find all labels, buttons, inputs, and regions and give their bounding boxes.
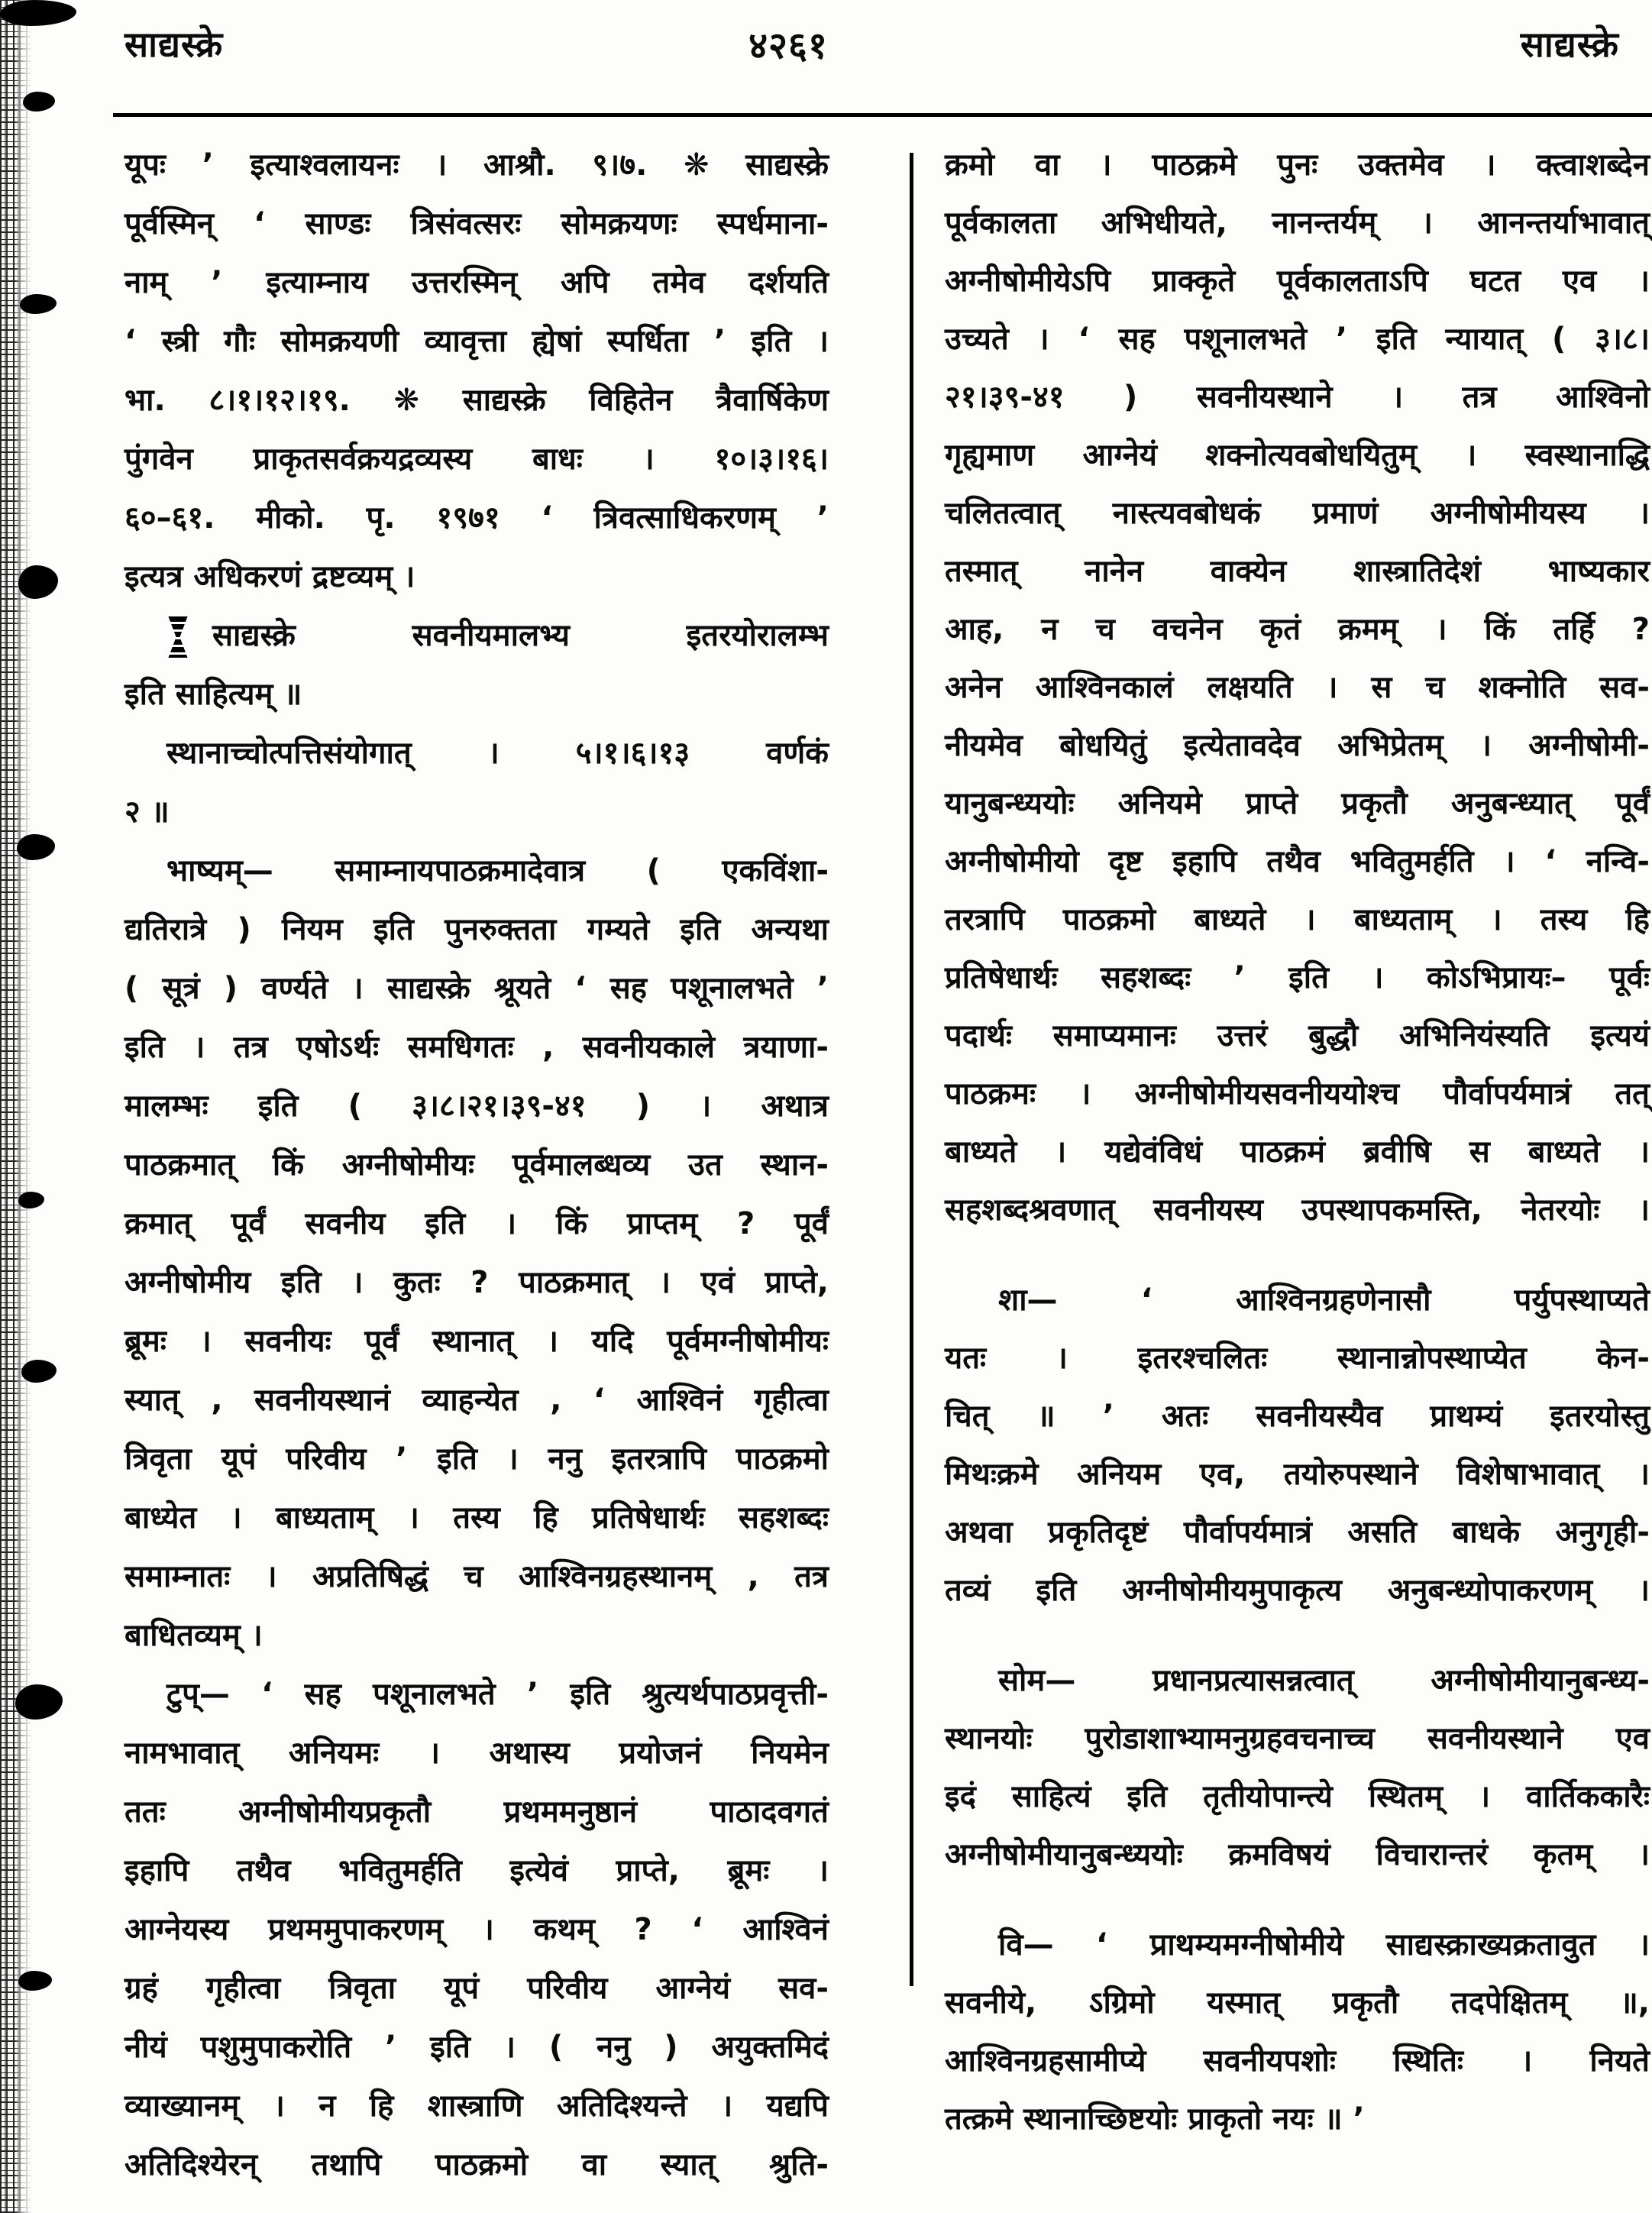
text-column-left [124,136,829,2195]
scan-artifact [18,1192,44,1208]
text-line: प्रतिषेधार्थः सहशब्दः ’ इति । कोऽभिप्रायः– पूर्वः [945,960,1650,995]
text-line: मालम्भः इति ( ३।८।२१।३९-४१ ) । अथात्र [124,1089,829,1124]
text-line: सहशब्दश्रवणात् सवनीयस्य उपस्थापकमस्ति, नेतरयोः । [945,1192,1650,1228]
text-line: समाम्नातः । अप्रतिषिद्धं च आश्विनग्रहस्थानम् , तत्र [124,1559,829,1594]
text-line: २१।३९-४१ ) सवनीयस्थाने । तत्र आश्विनो [945,380,1650,415]
scan-artifact [23,92,55,112]
text-line: इत्यत्र अधिकरणं द्रष्टव्यम् । [124,559,415,594]
scan-artifact [15,1684,63,1720]
text-line: अनेन आश्विनकालं लक्षयति । स च शक्नोति सव- [945,670,1650,705]
text-line: इति । तत्र एषोऽर्थः समधिगतः , सवनीयकाले त्रयाणा- [124,1030,829,1065]
text-line: चलितत्वात् नास्त्यवबोधकं प्रमाणं अग्नीषोमीयस्य । [945,496,1650,531]
text-line: त्रिवृता यूपं परिवीय ’ इति । ननु इतरत्रापि पाठक्रमो [124,1441,829,1477]
text-line: तस्मात् नानेन वाक्येन शास्त्रातिदेशं भाष्यकार [945,554,1650,589]
text-line: आह, न च वचनेन कृतं क्रमम् । किं तर्हि ? [945,612,1650,647]
text-line: क्रमो वा । पाठक्रमे पुनः उक्तमेव । क्त्वाशब्देन [945,147,1650,183]
text-line: नामभावात् अनियमः । अथास्य प्रयोजनं नियमेन [124,1736,829,1771]
text-line: स्थानयोः पुरोडाशाभ्यामनुग्रहवचनाच्च सवनीयस्थाने एव [945,1721,1650,1756]
text-line: अग्नीषोमीय इति । कुतः ? पाठक्रमात् । एवं प्राप्ते, [124,1265,829,1300]
scan-artifact [17,834,55,860]
text-line: तरत्रापि पाठक्रमो बाध्यते । बाध्यताम् । तस्य हि [945,902,1650,937]
text-line: अथवा प्रकृतिदृष्टं पौर्वापर्यमात्रं असति बाधके अनुगृही- [945,1515,1650,1550]
scan-artifact [20,294,57,314]
text-line: पूर्वस्मिन् ‘ साण्डः त्रिसंवत्सरः सोमक्रयणः स्पर्धमाना- [124,206,829,241]
text-line: २ ॥ [124,794,170,830]
text-line: भाष्यम्— समाम्नायपाठक्रमादेवात्र ( एकविंशा- [166,853,829,888]
text-line: इहापि तथैव भवितुमर्हति इत्येवं प्राप्ते, ब्रूमः । [124,1853,829,1888]
text-line: चित् ॥ ’ अतः सवनीयस्यैव प्राथम्यं इतरयोस्तु [945,1399,1650,1434]
scan-artifact [21,1360,57,1383]
text-line: ब्रूमः । सवनीयः पूर्वं स्थानात् । यदि पूर्वमग्नीषोमीयः [124,1324,829,1359]
text-line: स्यात् , सवनीयस्थानं व्याहन्येत , ‘ आश्विनं गृहीत्वा [124,1383,829,1418]
text-line: पुंगवेन प्राकृतसर्वक्रयद्रव्यस्य बाधः । १०।३।१६। [124,442,829,477]
text-line: अग्नीषोमीयेऽपि प्राक्कृते पूर्वकालताऽपि घटत एव । [945,264,1650,299]
scan-artifact [0,0,76,26]
text-line: गृह्यमाण आग्नेयं शक्नोत्यवबोधयितुम् । स्वस्थानाद्धि [945,438,1650,473]
text-line: व्याख्यानम् । न हि शास्त्राणि अतिदिश्यन्ते । यद्यपि [124,2088,829,2124]
text-line: शा— ‘ आश्विनग्रहणेनासौ पर्युपस्थाप्यते [998,1283,1650,1318]
scan-artifact [18,1971,52,1991]
text-line: वि— ‘ प्राथम्यमग्नीषोमीये साद्यस्क्राख्यक्रतावुत । [998,1927,1650,1962]
text-line: द्यतिरात्रे ) नियम इति पुनरुक्तता गम्यते इति अन्यथा [124,912,829,947]
text-line: इति साहित्यम् ॥ [124,677,302,712]
column-divider-rule [910,153,913,1986]
text-line: सोम— प्रधानप्रत्यासन्नत्वात् अग्नीषोमीयानुबन्ध्य- [998,1663,1650,1698]
text-line: ( सूत्रं ) वर्ण्यते । साद्यस्क्रे श्रूयते ‘ सह पशूनालभते ’ [124,971,829,1006]
text-line: ६०–६१. मीको. पृ. १९७१ ‘ त्रिवत्साधिकरणम् ’ [124,500,829,535]
text-line: यानुबन्ध्ययोः अनियमे प्राप्ते प्रकृतौ अनुबन्ध्यात् पूर्वं [945,786,1650,821]
text-line: बाध्यते । यद्येवंविधं पाठक्रमं ब्रवीषि स बाध्यते । [945,1134,1650,1170]
section-ornament-icon [166,616,189,658]
text-line: साद्यस्क्रे सवनीयमालभ्य इतरयोरालम्भ [124,607,829,665]
text-line: यतः । इतरश्चलितः स्थानान्नोपस्थाप्येत केन- [945,1341,1650,1376]
left-edge-scan-noise [0,0,32,2213]
scan-artifact [18,565,58,599]
page-number: ४२६१ [748,24,828,67]
text-line: तव्यं इति अग्नीषोमीयमुपाकृत्य अनुबन्ध्योपाकरणम् । [945,1573,1650,1608]
text-line: पदार्थः समाप्यमानः उत्तरं बुद्धौ अभिनियंस्यति इत्ययं [945,1018,1650,1053]
text-line: नीयमेव बोधयितुं इत्येतावदेव अभिप्रेतम् । अग्नीषोमी- [945,728,1650,763]
text-line: स्थानाच्चोत्पत्तिसंयोगात् । ५।१।६।१३ वर्णकं [166,736,829,771]
text-line: पाठक्रमात् किं अग्नीषोमीयः पूर्वमालब्धव्य उत स्थान- [124,1147,829,1183]
running-head-left: साद्यस्क्रे [124,24,224,65]
text-line: ‘ स्त्री गौः सोमक्रयणी व्यावृत्ता ह्येषां स्पर्धिता ’ इति । [124,324,829,359]
text-line: टुप्— ‘ सह पशूनालभते ’ इति श्रुत्यर्थपाठप्रवृत्ती- [166,1677,829,1712]
text-line: यूपः ’ इत्याश्वलायनः । आश्रौ. ९।७. ❋ साद्यस्क्रे [124,147,829,183]
text-line: सवनीये, ऽग्रिमो यस्मात् प्रकृतौ तदपेक्षितम् ॥, [945,1985,1650,2020]
text-line: पूर्वकालता अभिधीयते, नानन्तर्यम् । आनन्तर्याभावात् [945,205,1650,241]
text-line: ग्रहं गृहीत्वा त्रिवृता यूपं परिवीय आग्नेयं सव- [124,1971,829,2006]
text-column-right [945,136,1650,2148]
text-line: उच्यते । ‘ सह पशूनालभते ’ इति न्यायात् ( ३।८। [945,322,1650,357]
text-line: इदं साहित्यं इति तृतीयोपान्त्ये स्थितम् । वार्तिककारैः [945,1779,1650,1814]
text-line: मिथःक्रमे अनियम एव, तयोरुपस्थाने विशेषाभावात् । [945,1457,1650,1492]
text-line: बाधितव्यम् । [124,1618,263,1653]
text-line: ततः अग्नीषोमीयप्रकृतौ प्रथममनुष्ठानं पाठादवगतं [124,1794,829,1830]
text-line: अग्नीषोमीयो दृष्ट इहापि तथैव भवितुमर्हति । ‘ नन्वि- [945,844,1650,879]
text-line: आग्नेयस्य प्रथममुपाकरणम् । कथम् ? ‘ आश्विनं [124,1912,829,1947]
text-line: आश्विनग्रहसामीप्ये सवनीयपशोः स्थितिः । नियते [945,2043,1650,2079]
header-rule [113,113,1652,117]
text-line: पाठक्रमः । अग्नीषोमीयसवनीययोश्च पौर्वापर्यमात्रं तत् [945,1076,1650,1111]
text-line: बाध्येत । बाध्यताम् । तस्य हि प्रतिषेधार्थः सहशब्दः [124,1500,829,1535]
running-head-right: साद्यस्क्रे [1520,24,1619,65]
text-line: नाम् ’ इत्याम्नाय उत्तरस्मिन् अपि तमेव दर्शयति [124,265,829,300]
text-line: तत्क्रमे स्थानाच्छिष्टयोः प्राकृतो नयः ॥ ’ [945,2101,1365,2137]
text-line: नीयं पशुमुपाकरोति ’ इति । ( ननु ) अयुक्तमिदं [124,2030,829,2065]
text-line: अग्नीषोमीयानुबन्ध्ययोः क्रमविषयं विचारान्तरं कृतम् । [945,1837,1650,1872]
text-line: भा. ८।१।१२।१९. ❋ साद्यस्क्रे विहितेन त्रैवार्षिकेण [124,383,829,418]
text-line: क्रमात् पूर्वं सवनीय इति । किं प्राप्तम् ? पूर्वं [124,1206,829,1241]
text-line: अतिदिश्येरन् तथापि पाठक्रमो वा स्यात् श्रुति- [124,2147,829,2182]
